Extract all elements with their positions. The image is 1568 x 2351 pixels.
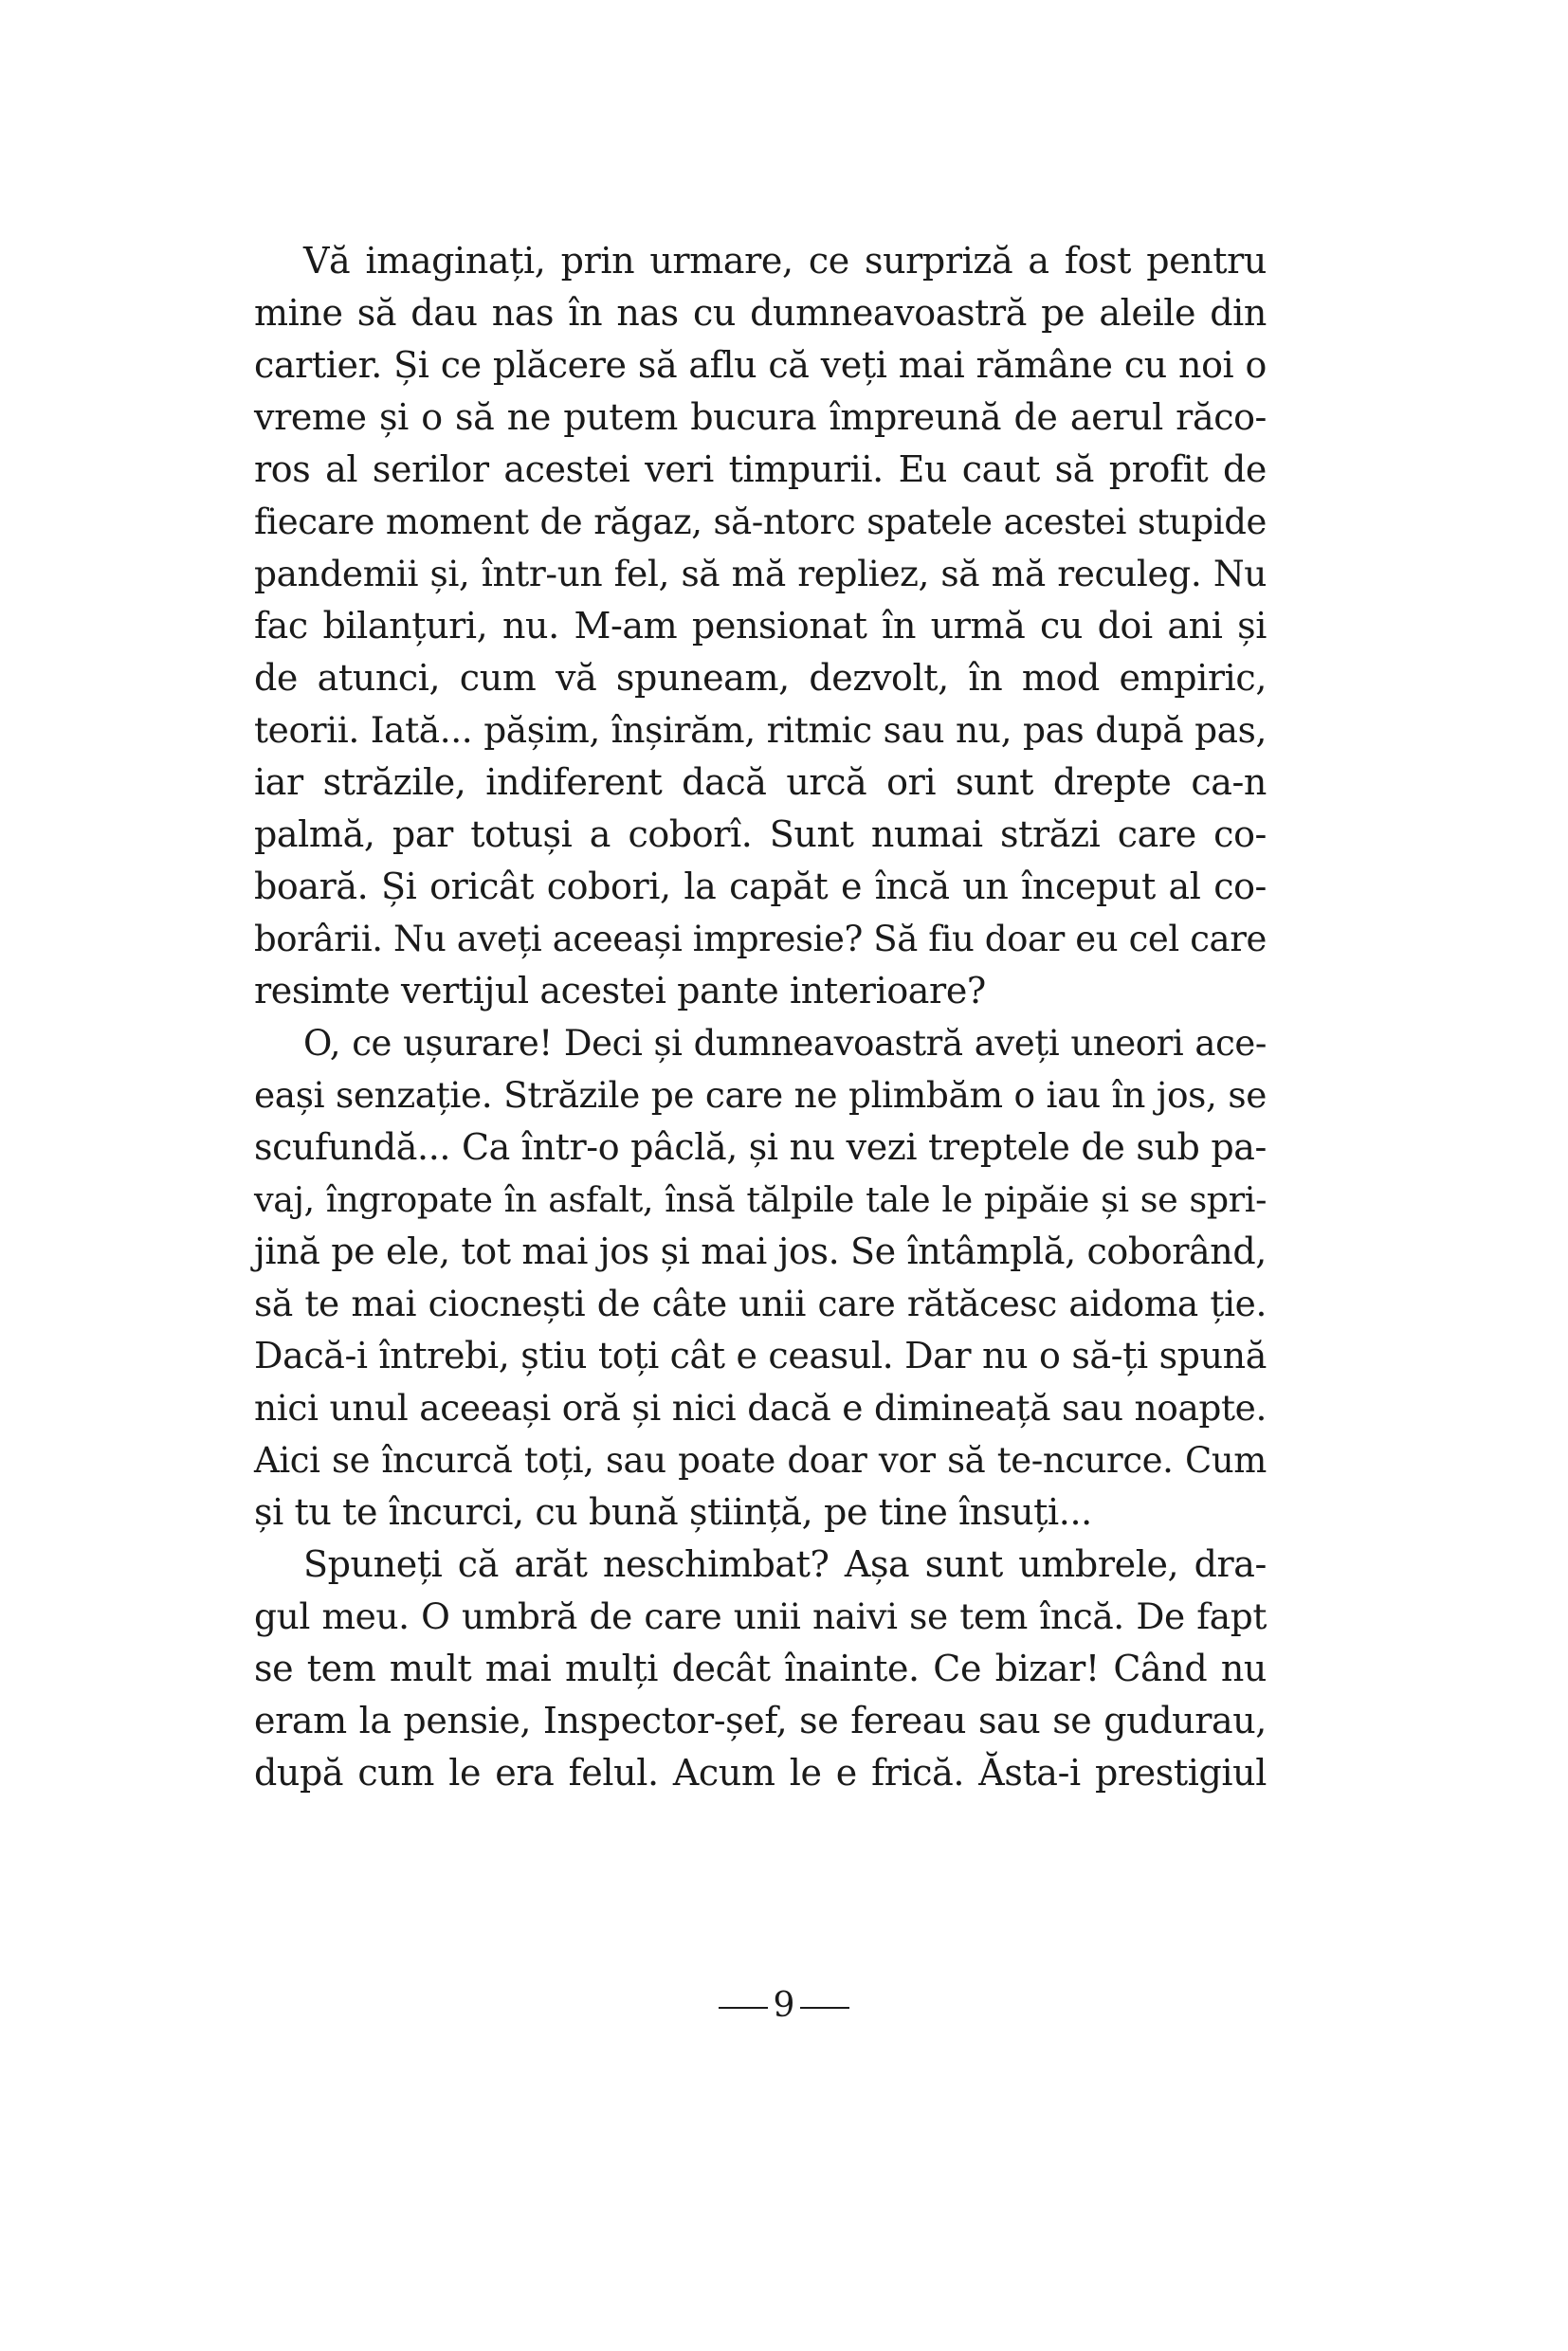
text-line: Dacă-i întrebi, știu toți cât e ceasul. Dar nu o să-ți spună (254, 1335, 1267, 1376)
text-line: gul meu. O umbră de care unii naivi se tem încă. De fapt (254, 1595, 1267, 1637)
text-line: jină pe ele, tot mai jos și mai jos. Se întâmplă, coborând, (254, 1230, 1267, 1272)
text-line: vreme și o să ne putem bucura împreună de aerul răco- (254, 396, 1267, 438)
page-number-value: 9 (773, 1986, 795, 2025)
text-line: mine să dau nas în nas cu dumneavoastră pe aleile din (254, 292, 1267, 334)
text-line: se tem mult mai mulți decât înainte. Ce bizar! Când nu (254, 1648, 1267, 1689)
text-line: după cum le era felul. Acum le e frică. Ăsta-i prestigiul (254, 1752, 1267, 1794)
text-line: palmă, par totuși a coborî. Sunt numai străzi care co- (254, 813, 1267, 855)
text-line: teorii. Iată... pășim, înșirăm, ritmic sau nu, pas după pas, (254, 709, 1267, 751)
text-line: scufundă... Ca într-o pâclă, și nu vezi treptele de sub pa- (254, 1126, 1267, 1168)
text-line: ros al serilor acestei veri timpurii. Eu caut să profit de (254, 448, 1267, 490)
folio-dash-left (719, 2007, 768, 2009)
text-line: eram la pensie, Inspector-șef, se fereau sau se gudurau, (254, 1700, 1267, 1741)
text-line: eași senzație. Străzile pe care ne plimbăm o iau în jos, se (254, 1074, 1267, 1116)
text-line: cartier. Și ce plăcere să aflu că veți mai rămâne cu noi o (254, 344, 1267, 386)
text-line: și tu te încurci, cu bună știință, pe tine însuți... (254, 1491, 1092, 1533)
text-line: vaj, îngropate în asfalt, însă tălpile tale le pipăie și se spri- (254, 1179, 1267, 1220)
text-line: boară. Și oricât cobori, la capăt e încă un început al co- (254, 866, 1267, 907)
text-line: nici unul aceeași oră și nici dacă e dimineață sau noapte. (254, 1387, 1267, 1429)
text-line: Aici se încurcă toți, sau poate doar vor să te-ncurce. Cum (254, 1440, 1267, 1481)
text-line: pandemii și, într-un fel, să mă repliez, să mă reculeg. Nu (254, 553, 1267, 594)
text-line: Spuneți că arăt neschimbat? Așa sunt umbrele, dra- (303, 1543, 1267, 1585)
text-line: Vă imaginați, prin urmare, ce surpriză a fost pentru (303, 240, 1267, 282)
text-line: iar străzile, indiferent dacă urcă ori sunt drepte ca-n (254, 761, 1267, 803)
body-text (254, 235, 1267, 1799)
text-line: de atunci, cum vă spuneam, dezvolt, în mod empiric, (254, 657, 1267, 699)
folio-dash-right (800, 2007, 849, 2009)
text-line: resimte vertijul acestei pante interioare? (254, 970, 986, 1011)
text-line: fac bilanțuri, nu. M-am pensionat în urmă cu doi ani și (254, 605, 1267, 647)
text-line: borârii. Nu aveți aceeași impresie? Să fiu doar eu cel care (254, 919, 1267, 959)
page-number (0, 1986, 1568, 2025)
text-line: fiecare moment de răgaz, să-ntorc spatele acestei stupide (254, 501, 1267, 542)
text-line: să te mai ciocnești de câte unii care rătăcesc aidoma ție. (254, 1283, 1267, 1324)
text-line: O, ce ușurare! Deci și dumneavoastră aveți uneori ace- (303, 1023, 1267, 1064)
